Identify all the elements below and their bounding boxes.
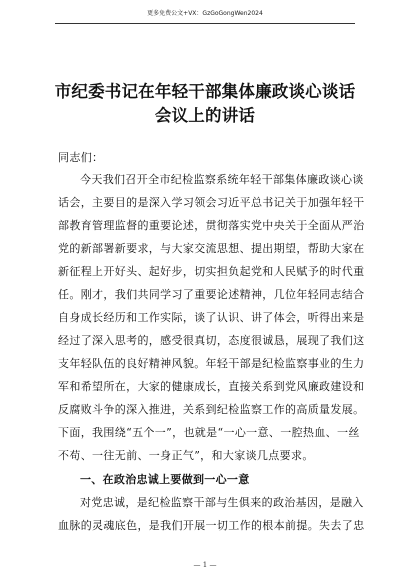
- page-number: — 1 —: [193, 561, 217, 569]
- paragraph-1-line: 部教育管理监督的重要论述，贯彻落实党中央关于全面从严治: [58, 219, 365, 232]
- paragraph-1-line: 反腐败斗争的深入推进，关系到纪检监察工作的高质量发展。: [58, 403, 365, 416]
- paragraph-1-line: 新征程上开好头、起好步，切实担负起党和人民赋予的时代重: [58, 265, 365, 278]
- paragraph-1-line: 经过了深入思考的，感受很真切，态度很诚恳，展现了我们这: [58, 334, 365, 347]
- paragraph-2-line: 对党忠诚，是纪检监察干部与生俱来的政治基因，是融入: [80, 496, 364, 509]
- paragraph-1-line: 党的新部署新要求，与大家交流思想、提出期望，帮助大家在: [58, 242, 365, 255]
- paragraph-1-line: 自身成长经历和工作实际，谈了认识、讲了体会，听得出来是: [58, 311, 365, 324]
- greeting: 同志们：: [58, 151, 104, 164]
- paragraph-1-line: 不苟、一往无前、一身正气”，和大家谈几点要求。: [58, 449, 314, 462]
- paragraph-1-line: 军和希望所在，大家的健康成长，直接关系到党风廉政建设和: [58, 380, 365, 393]
- paragraph-1-line: 今天我们召开全市纪检监察系统年轻干部集体廉政谈心谈: [80, 173, 364, 186]
- title-line-2: 会议上的讲话: [154, 106, 256, 125]
- paragraph-1-line: 任。刚才，我们共同学习了重要论述精神，几位年轻同志结合: [58, 288, 365, 301]
- section-heading: 一、在政治忠诚上要做到一心一意: [80, 473, 250, 486]
- paragraph-1-line: 下面，我围绕“五个一”，也就是“一心一意、一腔热血、一丝: [58, 426, 360, 439]
- header-divider: [55, 23, 355, 24]
- header-note: 更多免费公文+VX：GzGoGongWen2024: [147, 10, 263, 17]
- title-line-1: 市纪委书记在年轻干部集体廉政谈心谈话: [54, 82, 356, 101]
- paragraph-2-line: 血脉的灵魂底色，是我们开展一切工作的根本前提。失去了忠: [58, 519, 365, 532]
- document-title: [40, 80, 370, 128]
- paragraph-1-line: 支年轻队伍的良好精神风貌。年轻干部是纪检监察事业的生力: [58, 357, 365, 370]
- paragraph-1-line: 话会，主要目的是深入学习领会习近平总书记关于加强年轻干: [58, 196, 365, 209]
